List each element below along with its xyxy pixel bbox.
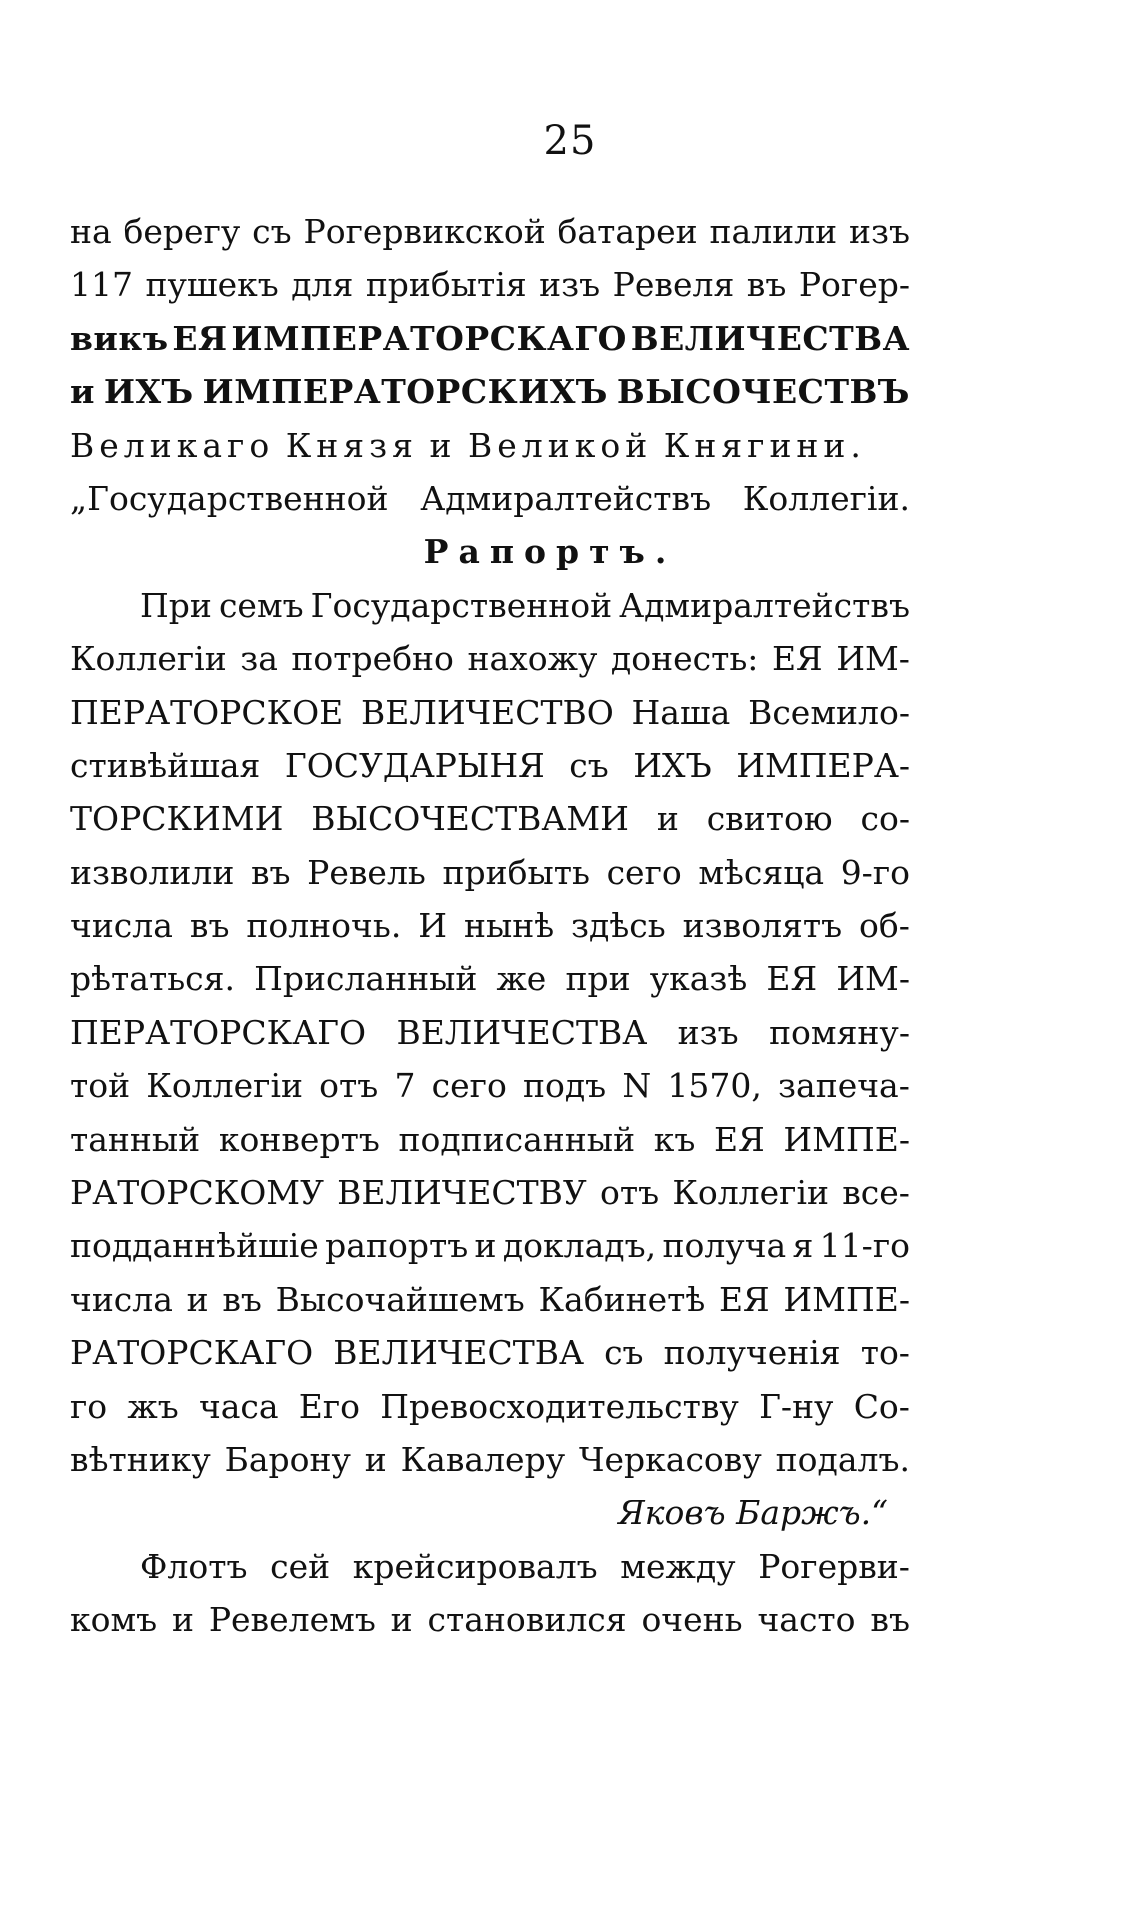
word: изволили xyxy=(70,852,235,892)
text-line xyxy=(70,426,910,479)
word: рѣтаться. xyxy=(70,959,235,999)
page-number: 25 xyxy=(543,118,597,164)
text-line xyxy=(70,1600,910,1653)
word: ГОСУДАРЫНЯ xyxy=(284,745,545,785)
word: съ xyxy=(604,1333,644,1373)
text-line xyxy=(70,1013,910,1066)
word: Коллегіи. xyxy=(742,478,910,518)
text-line xyxy=(70,693,910,746)
word: ТОРСКИМИ xyxy=(70,799,284,839)
word: И xyxy=(418,906,448,946)
word: для xyxy=(291,265,354,305)
word: ЕЯ xyxy=(172,318,228,358)
text-line xyxy=(70,586,910,639)
word: Рогерви- xyxy=(758,1546,910,1586)
word: здѣсь xyxy=(571,906,666,946)
word: и xyxy=(474,1226,497,1266)
word: РАТОРСКОМУ xyxy=(70,1173,324,1213)
word: семъ xyxy=(218,585,304,625)
word: Рогервикской xyxy=(303,212,546,251)
word: нахожу xyxy=(467,639,598,679)
word: N xyxy=(622,1066,652,1106)
word: я xyxy=(792,1226,814,1266)
word: Со- xyxy=(853,1386,910,1426)
word: Г-ну xyxy=(759,1386,834,1426)
word: и xyxy=(186,1279,209,1319)
word: 9-го xyxy=(840,852,910,892)
word: между xyxy=(620,1546,736,1586)
word: сей xyxy=(270,1546,331,1586)
word: изъ xyxy=(848,212,910,251)
word: Ревеля xyxy=(612,265,735,305)
text-line xyxy=(70,1120,910,1173)
word: ИХЪ xyxy=(103,372,194,412)
word: Кабинетѣ xyxy=(538,1279,706,1319)
word: Всемило- xyxy=(748,692,910,732)
word: ВЕЛИЧЕСТВУ xyxy=(337,1173,587,1213)
word: стивѣйшая xyxy=(70,745,261,785)
word: къ xyxy=(653,1119,696,1159)
word: ИМПЕ- xyxy=(783,1119,910,1159)
text-line xyxy=(70,959,910,1012)
word: въ xyxy=(870,1600,910,1640)
word: ВЕЛИЧЕСТВО xyxy=(360,692,614,732)
word: ЕЯ xyxy=(714,1119,765,1159)
word: ПЕРАТОРСКАГО xyxy=(70,1012,367,1052)
text-line xyxy=(70,479,910,532)
word: подалъ. xyxy=(775,1439,910,1479)
text-line xyxy=(70,319,910,372)
word: ИМПЕРА- xyxy=(736,745,910,785)
word: отъ xyxy=(319,1066,379,1106)
word: Высочайшемъ xyxy=(275,1279,525,1319)
text-line xyxy=(70,1333,910,1386)
word: ВЕЛИЧЕСТВА xyxy=(630,318,910,358)
word: Коллегіи xyxy=(672,1173,830,1213)
word: рапортъ xyxy=(325,1226,469,1266)
word: въ xyxy=(222,1279,262,1319)
word: при xyxy=(565,959,631,999)
word: 1570, xyxy=(667,1066,762,1106)
text-line xyxy=(70,265,910,318)
signature xyxy=(70,1493,910,1546)
word: При xyxy=(140,585,212,625)
word: „Государственной xyxy=(70,478,389,518)
text-line xyxy=(70,1226,910,1279)
word: то- xyxy=(860,1333,910,1373)
word: Коллегіи xyxy=(146,1066,303,1106)
word: полночь. xyxy=(246,906,402,946)
word: Кавалеру xyxy=(400,1439,566,1479)
text-line xyxy=(70,1547,910,1600)
word: Адмиралтействъ xyxy=(619,585,910,625)
text-line xyxy=(70,1387,910,1440)
word: на xyxy=(70,212,112,251)
word: со- xyxy=(860,799,910,839)
word: въ xyxy=(189,906,230,946)
word: ВЫСОЧЕСТВАМИ xyxy=(311,799,629,839)
word: съ xyxy=(569,745,609,785)
word: Яковъ Баржъ.“ xyxy=(618,1493,888,1533)
word: об- xyxy=(859,906,910,946)
section-heading xyxy=(70,532,910,585)
word: часа xyxy=(198,1386,279,1426)
word: Рапортъ. xyxy=(423,532,677,572)
word: и xyxy=(429,425,457,465)
word: конвертъ xyxy=(218,1119,380,1159)
word: въ xyxy=(250,852,291,892)
word: мѣсяца xyxy=(698,852,825,892)
text-line xyxy=(70,799,910,852)
word: прибытія xyxy=(365,265,527,305)
word: Государственной xyxy=(310,585,613,625)
word: го xyxy=(70,1386,108,1426)
word: указѣ xyxy=(649,959,748,999)
word: викъ xyxy=(70,318,169,358)
word: подписанный xyxy=(398,1119,636,1159)
word: помяну- xyxy=(769,1012,910,1052)
text-line xyxy=(70,212,910,265)
word: въ xyxy=(746,265,787,305)
word: донесть: xyxy=(610,639,759,679)
text-line xyxy=(70,1066,910,1119)
word: ВЫСОЧЕСТВЪ xyxy=(616,372,910,412)
word: ИМПЕ- xyxy=(783,1279,910,1319)
word: изъ xyxy=(539,265,601,305)
word: и xyxy=(364,1439,387,1479)
word: потребно xyxy=(291,639,454,679)
word: 11-го xyxy=(819,1226,910,1266)
word: жъ xyxy=(127,1386,179,1426)
word: съ xyxy=(252,212,292,251)
word: часто xyxy=(757,1600,856,1640)
word: ИМ- xyxy=(836,639,910,679)
word: изъ xyxy=(677,1012,739,1052)
word: Ревелемъ xyxy=(208,1600,376,1640)
text-line xyxy=(70,639,910,692)
word: Княгини. xyxy=(663,425,866,465)
word: отъ xyxy=(599,1173,660,1213)
word: ИМ- xyxy=(836,959,910,999)
word: Ревель xyxy=(307,852,426,892)
word: Рогер- xyxy=(798,265,910,305)
word: ИМПЕРАТОРСКИХЪ xyxy=(202,372,608,412)
word: крейсировалъ xyxy=(352,1546,598,1586)
text-line xyxy=(70,1440,910,1493)
word: той xyxy=(70,1066,131,1106)
word: палили xyxy=(709,212,838,251)
word: числа xyxy=(70,1279,173,1319)
word: берегу xyxy=(123,212,241,251)
word: батареи xyxy=(557,212,698,251)
word: Коллегіи xyxy=(70,639,227,679)
word: же xyxy=(496,959,547,999)
word: запеча- xyxy=(778,1066,910,1106)
word: комъ xyxy=(70,1600,158,1640)
word: и xyxy=(390,1600,413,1640)
word: 117 xyxy=(70,265,133,305)
word: Флотъ xyxy=(140,1546,248,1586)
word: ЕЯ xyxy=(771,639,823,679)
word: подъ xyxy=(522,1066,607,1106)
word: сего xyxy=(431,1066,507,1106)
word: РАТОРСКАГО xyxy=(70,1333,314,1373)
word: Превосходительству xyxy=(380,1386,739,1426)
word: пушекъ xyxy=(145,265,279,305)
word: ПЕРАТОРСКОЕ xyxy=(70,692,344,732)
word: Адмиралтействъ xyxy=(420,478,712,518)
word: Присланный xyxy=(254,959,478,999)
text-line xyxy=(70,746,910,799)
word: очень xyxy=(641,1600,743,1640)
word: Его xyxy=(298,1386,361,1426)
word: за xyxy=(240,639,278,679)
text-line xyxy=(70,1280,910,1333)
word: и xyxy=(172,1600,194,1640)
word: полученія xyxy=(663,1333,841,1373)
word: числа xyxy=(70,906,173,946)
word: изволятъ xyxy=(682,906,843,946)
text-line xyxy=(70,853,910,906)
word: становился xyxy=(427,1600,627,1640)
word: Барону xyxy=(224,1439,351,1479)
word: нынѣ xyxy=(463,906,555,946)
word: получа xyxy=(662,1226,787,1266)
word: Великаго xyxy=(70,425,275,465)
word: свитою xyxy=(706,799,833,839)
word: ВЕЛИЧЕСТВА xyxy=(333,1333,584,1373)
word: ЕЯ xyxy=(718,1279,770,1319)
word: ЕЯ xyxy=(766,959,818,999)
word: ИМПЕРАТОРСКАГО xyxy=(231,318,627,358)
word: и xyxy=(656,799,679,839)
word: Наша xyxy=(631,692,731,732)
word: Великой xyxy=(468,425,653,465)
word: сего xyxy=(606,852,682,892)
word: танный xyxy=(70,1119,201,1159)
word: Князя xyxy=(285,425,418,465)
word: ВЕЛИЧЕСТВА xyxy=(396,1012,648,1052)
body-text xyxy=(70,212,910,1654)
word: и xyxy=(70,372,95,412)
word: Черкасову xyxy=(578,1439,762,1479)
word: ИХЪ xyxy=(633,745,712,785)
word: 7 xyxy=(394,1066,416,1106)
word: все- xyxy=(842,1173,910,1213)
text-line xyxy=(70,906,910,959)
word: докладъ, xyxy=(502,1226,657,1266)
word: подданнѣйшіе xyxy=(70,1226,319,1266)
word: прибыть xyxy=(442,852,590,892)
text-line xyxy=(70,372,910,425)
word: вѣтнику xyxy=(70,1439,211,1479)
text-line xyxy=(70,1173,910,1226)
